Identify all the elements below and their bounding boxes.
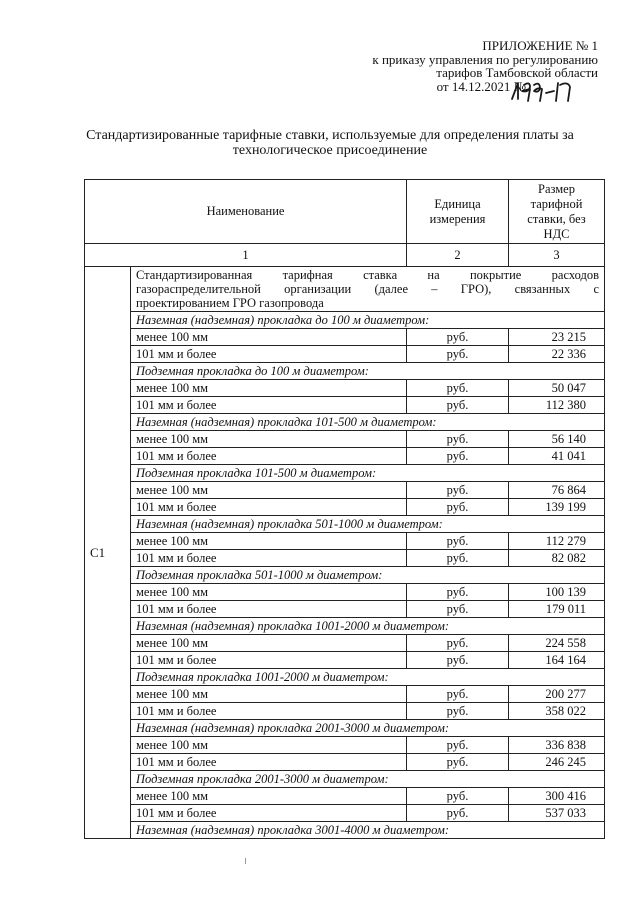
row-value: 336 838 (509, 737, 605, 754)
table-row (85, 652, 605, 669)
section-row (85, 312, 605, 329)
section-title: Наземная (надземная) прокладка 501-1000 м диаметром: (131, 516, 605, 533)
row-name: менее 100 мм (131, 380, 407, 397)
row-name: 101 мм и более (131, 703, 407, 720)
document-title-line-1: Стандартизированные тарифные ставки, используемые для определения платы за (86, 128, 574, 143)
row-unit: руб. (407, 448, 509, 465)
column-number-2: 2 (407, 244, 509, 267)
section-title: Подземная прокладка 101-500 м диаметром: (131, 465, 605, 482)
table-row (85, 448, 605, 465)
row-value: 82 082 (509, 550, 605, 567)
row-unit: руб. (407, 686, 509, 703)
row-unit: руб. (407, 380, 509, 397)
row-value: 179 011 (509, 601, 605, 618)
table-row (85, 380, 605, 397)
handwritten-order-number (508, 77, 578, 105)
table-row (85, 550, 605, 567)
row-unit: руб. (407, 499, 509, 516)
table-row (85, 482, 605, 499)
row-unit: руб. (407, 482, 509, 499)
row-unit: руб. (407, 703, 509, 720)
row-value: 112 380 (509, 397, 605, 414)
row-name: 101 мм и более (131, 550, 407, 567)
section-title: Наземная (надземная) прокладка 101-500 м диаметром: (131, 414, 605, 431)
table-row (85, 533, 605, 550)
column-number-1: 1 (85, 244, 407, 267)
row-value: 164 164 (509, 652, 605, 669)
section-row (85, 771, 605, 788)
row-unit: руб. (407, 550, 509, 567)
column-number-row (85, 244, 605, 267)
row-name: менее 100 мм (131, 737, 407, 754)
table-row (85, 499, 605, 516)
document-title-line-2: технологическое присоединение (232, 143, 428, 158)
row-unit: руб. (407, 329, 509, 346)
row-name: менее 100 мм (131, 431, 407, 448)
table-row (85, 584, 605, 601)
row-name: 101 мм и более (131, 448, 407, 465)
table-row (85, 686, 605, 703)
intro-row (85, 267, 605, 312)
row-name: менее 100 мм (131, 788, 407, 805)
row-value: 41 041 (509, 448, 605, 465)
section-row (85, 516, 605, 533)
table-row (85, 805, 605, 822)
section-title: Подземная прокладка 501-1000 м диаметром: (131, 567, 605, 584)
row-value: 50 047 (509, 380, 605, 397)
row-name: менее 100 мм (131, 686, 407, 703)
row-unit: руб. (407, 635, 509, 652)
row-value: 537 033 (509, 805, 605, 822)
rate-description-line-1: Стандартизированная тарифная ставка на покрытие расходов (136, 268, 599, 282)
row-unit: руб. (407, 652, 509, 669)
row-value: 22 336 (509, 346, 605, 363)
section-title: Наземная (надземная) прокладка до 100 м диаметром: (131, 312, 605, 329)
row-unit: руб. (407, 805, 509, 822)
row-name: 101 мм и более (131, 601, 407, 618)
table-row (85, 431, 605, 448)
section-title: Наземная (надземная) прокладка 1001-2000 м диаметром: (131, 618, 605, 635)
table-row (85, 329, 605, 346)
row-name: менее 100 мм (131, 482, 407, 499)
row-value: 300 416 (509, 788, 605, 805)
rate-code: С1 (85, 267, 131, 839)
header-rate: Размер тарифной ставки, без НДС (509, 180, 605, 244)
appendix-title: ПРИЛОЖЕНИЕ № 1 (482, 38, 598, 53)
row-unit: руб. (407, 431, 509, 448)
row-unit: руб. (407, 397, 509, 414)
section-row (85, 414, 605, 431)
row-value: 56 140 (509, 431, 605, 448)
row-value: 358 022 (509, 703, 605, 720)
row-name: 101 мм и более (131, 754, 407, 771)
table-row (85, 346, 605, 363)
row-value: 100 139 (509, 584, 605, 601)
table-header-row (85, 180, 605, 244)
section-row (85, 363, 605, 380)
row-value: 112 279 (509, 533, 605, 550)
table-row (85, 788, 605, 805)
document-title (70, 128, 590, 158)
row-value: 139 199 (509, 499, 605, 516)
row-unit: руб. (407, 584, 509, 601)
page-mark (245, 858, 247, 864)
section-title: Подземная прокладка 1001-2000 м диаметром: (131, 669, 605, 686)
section-title: Подземная прокладка до 100 м диаметром: (131, 363, 605, 380)
row-name: 101 мм и более (131, 652, 407, 669)
row-name: менее 100 мм (131, 584, 407, 601)
table-row (85, 635, 605, 652)
section-title: Наземная (надземная) прокладка 2001-3000 м диаметром: (131, 720, 605, 737)
row-unit: руб. (407, 754, 509, 771)
row-unit: руб. (407, 601, 509, 618)
row-name: 101 мм и более (131, 346, 407, 363)
table-row (85, 754, 605, 771)
row-name: менее 100 мм (131, 329, 407, 346)
row-name: менее 100 мм (131, 635, 407, 652)
section-row (85, 618, 605, 635)
section-row (85, 669, 605, 686)
rate-description (131, 267, 605, 312)
table-row (85, 737, 605, 754)
section-row (85, 465, 605, 482)
row-value: 23 215 (509, 329, 605, 346)
column-number-3: 3 (509, 244, 605, 267)
rate-description-line-2: газораспределительной организации (далее – ГРО), связанных с (136, 282, 599, 296)
section-row (85, 567, 605, 584)
appendix-order-line: к приказу управления по регулированию (372, 51, 598, 67)
row-name: 101 мм и более (131, 397, 407, 414)
rate-description-line-3: проектированием ГРО газопровода (136, 296, 324, 310)
row-name: 101 мм и более (131, 499, 407, 516)
appendix-date-line: от 14.12.2021 № (436, 78, 526, 94)
table-row (85, 703, 605, 720)
section-row (85, 822, 605, 839)
section-row (85, 720, 605, 737)
row-unit: руб. (407, 346, 509, 363)
row-name: менее 100 мм (131, 533, 407, 550)
row-name: 101 мм и более (131, 805, 407, 822)
header-name: Наименование (85, 180, 407, 244)
row-value: 200 277 (509, 686, 605, 703)
row-unit: руб. (407, 788, 509, 805)
header-unit: Единица измерения (407, 180, 509, 244)
row-value: 246 245 (509, 754, 605, 771)
table-row (85, 397, 605, 414)
row-value: 224 558 (509, 635, 605, 652)
section-title: Наземная (надземная) прокладка 3001-4000 м диаметром: (131, 822, 605, 839)
section-title: Подземная прокладка 2001-3000 м диаметром: (131, 771, 605, 788)
row-unit: руб. (407, 533, 509, 550)
table-row (85, 601, 605, 618)
appendix-authority-line: тарифов Тамбовской области (436, 65, 598, 80)
row-unit: руб. (407, 737, 509, 754)
tariff-table (84, 179, 605, 839)
row-value: 76 864 (509, 482, 605, 499)
